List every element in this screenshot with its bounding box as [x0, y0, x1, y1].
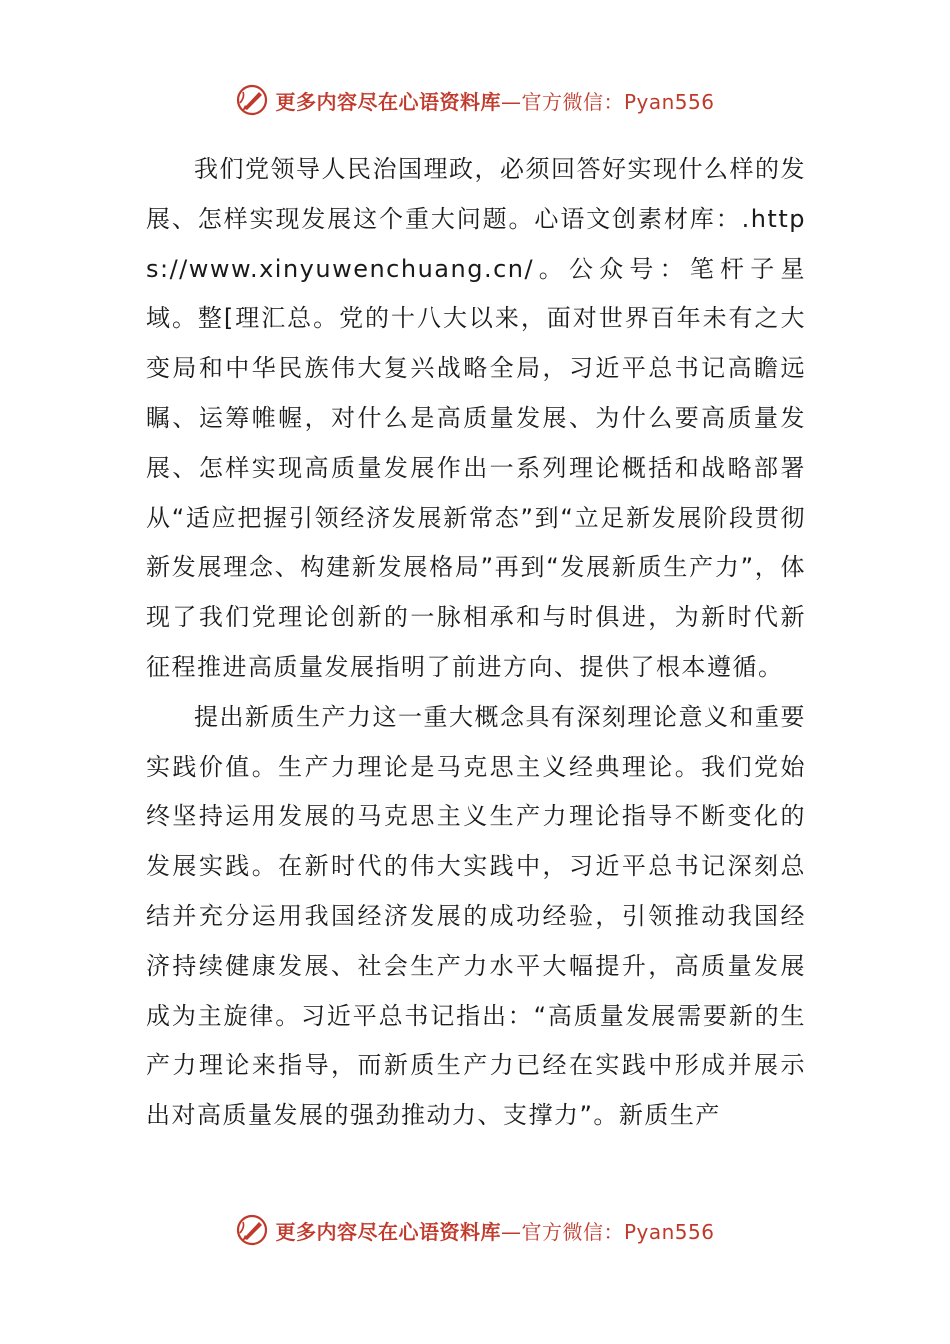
paragraph-1: 我们党领导人民治国理政，必须回答好实现什么样的发展、怎样实现发展这个重大问题。心语文创素材库：.https://www.xinyuwenchuang.cn/。公众号：笔杆子星域。整[理汇总。党的十八大以来，面对世界百年未有之大变局和中华民族伟大复兴战略全局，习近平总书记高瞻远瞩、运筹帷幄，对什么是高质量发展、为什么要高质量发展、怎样实现高质量发展作出一系列理论概括和战略部署从“适应把握引领经济发展新常态”到“立足新发展阶段贯彻新发展理念、构建新发展格局”再到“发展新质生产力”，体现了我们党理论创新的一脉相承和与时俱进，为新时代新征程推进高质量发展指明了前进方向、提供了根本遵循。	[146, 155, 806, 681]
banner-title: 更多内容尽在心语资料库	[275, 1219, 501, 1244]
document-body	[146, 145, 806, 1141]
pen-logo-icon	[235, 83, 269, 117]
paragraph-2: 提出新质生产力这一重大概念具有深刻理论意义和重要实践价值。生产力理论是马克思主义经典理论。我们党始终坚持运用发展的马克思主义生产力理论指导不断变化的发展实践。在新时代的伟大实践中，习近平总书记深刻总结并充分运用我国经济发展的成功经验，引领推动我国经济持续健康发展、社会生产力水平大幅提升，高质量发展成为主旋律。习近平总书记指出：“高质量发展需要新的生产力理论来指导，而新质生产力已经在实践中形成并展示出对高质量发展的强劲推动力、支撑力”。新质生产	[146, 702, 806, 1130]
banner-wechat: —官方微信：Pyan556	[500, 89, 715, 114]
header-watermark-banner	[0, 80, 950, 120]
pen-logo-icon	[235, 1213, 269, 1247]
banner-wechat: —官方微信：Pyan556	[500, 1219, 715, 1244]
banner-title: 更多内容尽在心语资料库	[275, 89, 501, 114]
footer-watermark-banner	[0, 1210, 950, 1250]
